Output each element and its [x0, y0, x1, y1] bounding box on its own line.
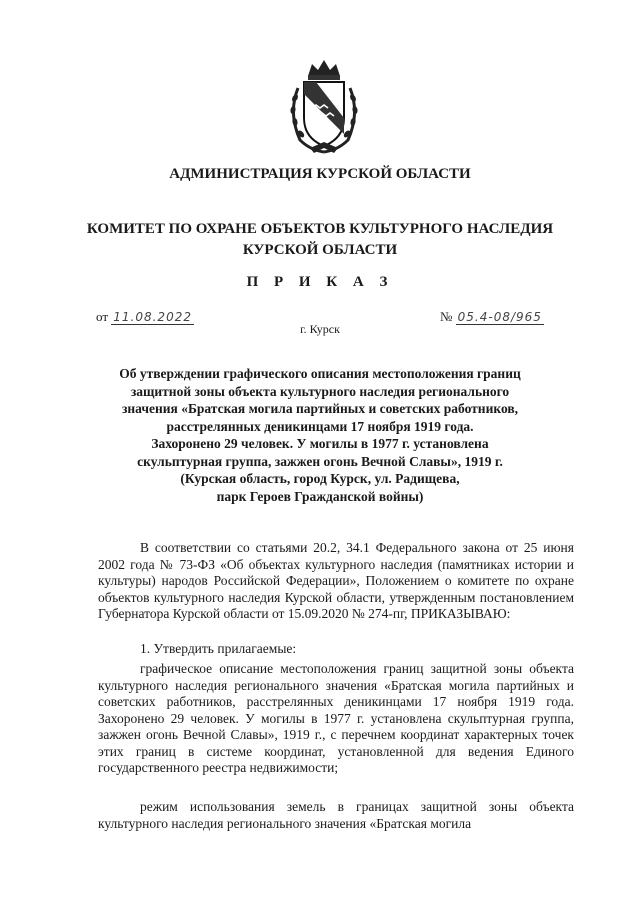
subject-line: скульптурная группа, зажжен огонь Вечной Славы», 1919 г.	[137, 453, 503, 469]
document-type-heading: П Р И К А З	[246, 274, 394, 290]
coat-of-arms-icon	[286, 58, 362, 154]
paragraph-land-use-regime: режим использования земель в границах защитной зоны объекта культурного наследия регионального значения «Братская могила	[98, 799, 574, 831]
city-label: г. Курск	[300, 322, 340, 336]
paragraph-item-1: 1. Утвердить прилагаемые:	[140, 641, 297, 656]
administration-title: АДМИНИСТРАЦИЯ КУРСКОЙ ОБЛАСТИ	[169, 166, 471, 182]
subject-line: Об утверждении графического описания местоположения границ	[119, 366, 521, 381]
paragraph-graphic-description: графическое описание местоположения границ защитной зоны объекта культурного наследия регионального значения «Братская могила партийных и советских работников, расстрелянных деникинцами 17 ноября 1919 года. Захоронено 29 человек. У могилы в 1977 г. установлена скульптурная группа, зажжен огонь Вечной Славы», 1919 г., с перечнем координат характерных точек этих границ в системе координат, установленной для ведения Единого государственного реестра недвижимости;	[98, 661, 574, 775]
number-value: 05.4-08/965	[457, 310, 542, 324]
number-prefix: №	[440, 309, 453, 324]
body-paragraph	[98, 641, 574, 658]
committee-title	[0, 219, 640, 261]
subject-line: Захоронено 29 человек. У могилы в 1977 г. установлена	[151, 436, 489, 451]
subject-line: расстрелянных деникинцами 17 ноября 1919 года.	[166, 418, 474, 434]
date-value: 11.08.2022	[113, 310, 192, 324]
paragraph-legal-basis: В соответствии со статьями 20.2, 34.1 Федерального закона от 25 июня 2002 года № 73-ФЗ «Об объектах культурного наследия (памятниках истории и культуры) народов Российской Федерации», Положением о комитете по охране объектов культурного наследия Курской области, утвержденным постановлением Губернатора Курской области от 15.09.2020 № 274-пг, ПРИКАЗЫВАЮ:	[98, 540, 574, 621]
subject-line: парк Героев Гражданской войны)	[216, 488, 424, 504]
committee-title-line2: КУРСКОЙ ОБЛАСТИ	[242, 242, 398, 258]
body-paragraph	[98, 540, 574, 623]
order-subject	[110, 365, 530, 505]
subject-line: значения «Братская могила партийных и советских работников,	[121, 401, 519, 416]
body-paragraph	[98, 661, 574, 777]
subject-line: защитной зоны объекта культурного наследия регионального	[130, 383, 510, 399]
body-paragraph	[98, 799, 574, 832]
date-prefix: от	[96, 309, 109, 324]
committee-title-line1: КОМИТЕТ ПО ОХРАНЕ ОБЪЕКТОВ КУЛЬТУРНОГО НАСЛЕДИЯ	[86, 221, 554, 237]
subject-line: (Курская область, город Курск, ул. Радищева,	[180, 471, 460, 486]
